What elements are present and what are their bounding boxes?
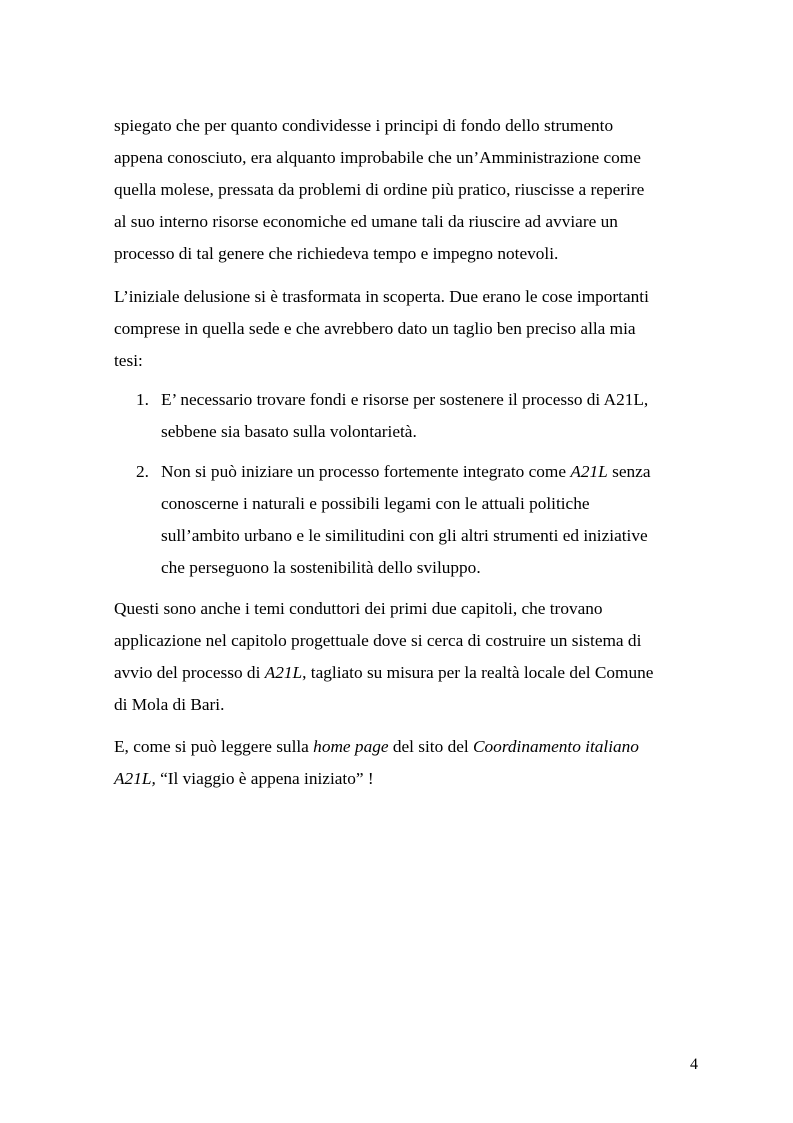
paragraph-themes [114,593,706,721]
text-line [161,488,651,520]
text-run: sebbene sia basato sulla volontarietà. [161,422,417,441]
list-item-body [161,384,648,448]
paragraph-intro [114,110,706,270]
text-run: processo di tal genere che richiedeva tempo e impegno notevoli. [114,244,559,263]
text-line [114,174,706,206]
list-number: 1. [136,390,149,409]
text-run: spiegato che per quanto condividesse i principi di fondo dello strumento [114,116,614,135]
text-run: Questi sono anche i temi conduttori dei primi due capitoli, che trovano [114,599,603,618]
text-run: al suo interno risorse economiche ed umane tali da riuscire ad avviare un [114,212,618,231]
text-run: senza [607,462,651,481]
list-item-body [161,456,651,584]
italic-text-run: Coordinamento italiano [473,737,639,756]
text-run: sull’ambito urbano e le similitudini con gli altri strumenti ed iniziative [161,526,648,545]
text-line [114,593,706,625]
italic-text-run: A21L [570,462,608,481]
text-run: tesi: [114,351,143,370]
text-line [114,110,706,142]
text-line [114,313,706,345]
text-line [114,763,706,795]
text-run: avvio del processo di [114,663,265,682]
text-line [161,384,648,416]
text-line [161,552,651,584]
text-line [114,731,706,763]
text-line [161,456,651,488]
text-line [114,657,706,689]
text-line [114,689,706,721]
text-run: L’iniziale delusione si è trasformata in scoperta. Due erano le cose importanti [114,287,649,306]
text-run: che perseguono la sostenibilità dello sviluppo. [161,558,481,577]
text-run: applicazione nel capitolo progettuale dove si cerca di costruire un sistema di [114,631,642,650]
text-line [161,416,648,448]
italic-text-run: A21L, [114,769,156,788]
text-run: “Il viaggio è appena iniziato” ! [155,769,374,788]
text-run: quella molese, pressata da problemi di ordine più pratico, riuscisse a reperire [114,180,645,199]
text-line [114,345,706,377]
page-number: 4 [690,1056,698,1073]
text-line [114,625,706,657]
text-line [161,520,651,552]
text-line [114,206,706,238]
text-run: comprese in quella sede e che avrebbero dato un taglio ben preciso alla mia [114,319,636,338]
text-run: appena conosciuto, era alquanto improbabile che un’Amministrazione come [114,148,641,167]
paragraph-closing [114,731,706,795]
text-line [114,142,706,174]
text-run: E, come si può leggere sulla [114,737,314,756]
text-run: del sito del [388,737,474,756]
text-run: E’ necessario trovare fondi e risorse per sostenere il processo di A21L, [161,390,649,409]
text-run: di Mola di Bari. [114,695,225,714]
italic-text-run: A21L [264,663,303,682]
list-number: 2. [136,462,149,481]
text-line [114,281,706,313]
text-run: Non si può iniziare un processo fortemente integrato come [161,462,571,481]
italic-text-run: home page [313,737,389,756]
text-run: , tagliato su misura per la realtà locale del Comune [302,663,654,682]
paragraph-delusion [114,281,706,377]
text-run: conoscerne i naturali e possibili legami con le attuali politiche [161,494,590,513]
text-line [114,238,706,270]
